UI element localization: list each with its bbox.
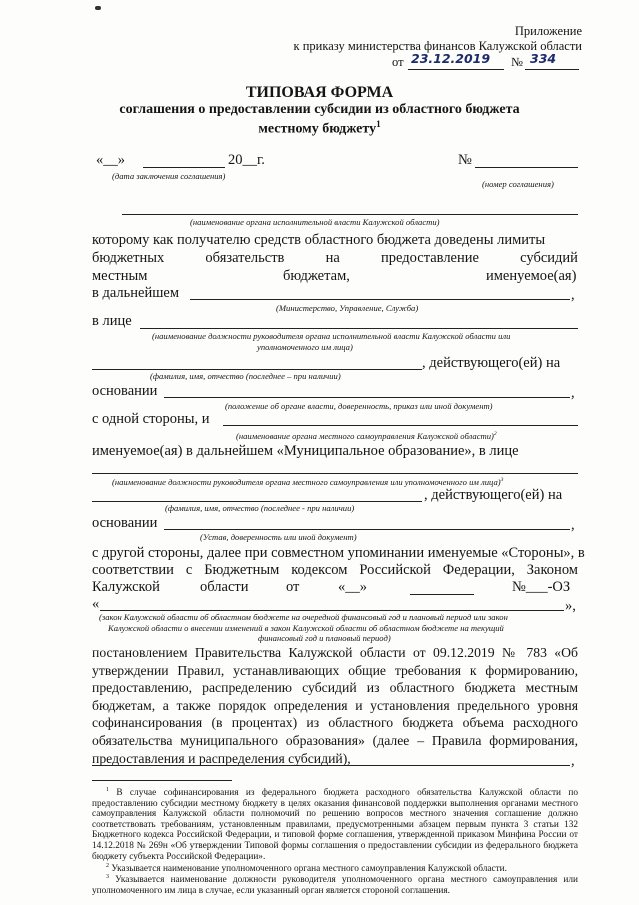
agreement-date-label: (дата заключения соглашения)	[112, 171, 226, 181]
header-order: к приказу министерства финансов Калужской области	[293, 39, 582, 53]
agreement-number-sign: №	[458, 152, 472, 168]
text-in-person: в лице	[92, 313, 132, 329]
head-position-label-1: (наименование должности руководителя органа исполнительной власти Калужской области или	[152, 331, 511, 341]
law-label-1: (закон Калужской области об областном бюджете на очередной финансовый год и плановый период или закон	[99, 612, 508, 622]
text-basis-1: основании	[92, 383, 158, 399]
ministry-line	[190, 299, 570, 300]
ministry-label: (Министерство, Управление, Служба)	[276, 303, 419, 313]
text-law-number: №___-ОЗ	[512, 579, 571, 595]
charter-label: (Устав, доверенность или иной документ)	[200, 532, 357, 542]
text-other-side: с другой стороны, далее при совместном упоминании именуемые «Стороны», в	[92, 545, 585, 561]
fio-label-2: (фамилия, имя, отчество (последнее - при наличии)	[165, 503, 355, 513]
text-law-date-day: «__»	[338, 579, 367, 595]
text-oblast: области	[200, 579, 249, 595]
text-acting-1: , действующего(ей) на	[422, 355, 561, 371]
header-number-handwritten: 334	[530, 51, 557, 66]
title-subtitle-1: соглашения о предоставлении субсидии из областного бюджета	[119, 102, 520, 117]
text-local-budgets-a: местным	[92, 268, 148, 284]
fio-label: (фамилия, имя, отчество (последнее – при наличии)	[150, 371, 341, 381]
text-ot: от	[286, 579, 300, 595]
agreement-number-label: (номер соглашения)	[482, 179, 554, 189]
local-head-label: (наименование должности руководителя органа местного самоуправления или уполномоченного им лица)$^3$	[112, 476, 504, 487]
law-label-2: Калужской области о внесении изменений в закон Калужской области об областном бюджете на текущий	[108, 623, 504, 633]
basis-doc-line	[164, 397, 570, 398]
title-main: ТИПОВАЯ ФОРМА	[245, 84, 394, 101]
footnote-1: $^1$ В случае софинансирования из федерального бюджета расходного обязательства Калужской области по предоставлению субсидии местному бюджету в целях оказания финансовой поддержки выполнения органами местного самоуправления Калужской области полномочий по решению вопросов местного значения соглашение должно соответствовать требованиям, установленным правилами, предусмотренными абзацем первым пункта 3 статьи 132 Бюджетного кодекса Российской Федерации, и типовой форме соглашения, утвержденной приказом Минфина России от 14.12.2018 № 269н «Об утверждении Типовой формы соглашения о предоставлении субсидии из федерального бюджета бюджету субъекта Российской Федерации».	[92, 787, 578, 862]
text-basis-2: основании	[92, 515, 158, 531]
authority-label: (наименование органа исполнительной власти Калужской области)	[190, 217, 440, 227]
charter-comma: ,	[571, 517, 575, 533]
ministry-comma: ,	[571, 287, 575, 303]
text-acting-2: , действующего(ей) на	[424, 487, 563, 503]
text-recipient: которому как получателю средств областного бюджета доведены лимиты	[92, 232, 546, 248]
text-hereinafter: в дальнейшем	[92, 285, 179, 301]
title-footnote-mark: 1	[376, 119, 381, 129]
text-budget-obligations: бюджетных обязательств на предоставление субсидий	[92, 250, 578, 266]
scan-mark	[95, 6, 101, 10]
law-label-3: финансовый год и плановый период)	[258, 633, 391, 643]
local-authority-label: (наименование органа местного самоуправления Калужской области)$^2$	[236, 430, 497, 441]
local-head-line	[92, 473, 578, 474]
header-date-handwritten: 23.12.2019	[411, 51, 491, 66]
closing-line	[92, 765, 570, 766]
law-title-line	[100, 610, 564, 611]
text-in-accordance: соответствии с Бюджетным кодексом Российской Федерации, Законом	[92, 562, 578, 578]
head-position-label-2: уполномоченного им лица)	[257, 342, 353, 352]
authority-line	[122, 214, 578, 215]
text-kaluga: Калужской	[92, 579, 160, 595]
header-number-line	[525, 69, 579, 70]
header-from-prefix: от	[392, 55, 404, 69]
main-paragraph: постановлением Правительства Калужской области от 09.12.2019 № 783 «Об утверждении Правил, устанавливающих общие требования к формированию, предоставлению, распределению субсидий из областного бюджета местным бюджетам, а также порядок определения и установления предельного уровня софинансирования (в процентах) из областного бюджета объема расходного обязательства муниципального образования» (далее – Правила формирования, предоставления и распределения субсидий),	[92, 645, 578, 766]
closing-comma: ,	[571, 753, 575, 769]
header-appendix: Приложение	[514, 24, 582, 38]
local-authority-line	[223, 425, 578, 426]
header-date-line	[408, 69, 504, 70]
agreement-day: «__»	[96, 152, 125, 168]
text-open-quote: «	[92, 596, 100, 612]
basis-doc-label: (положение об органе власти, доверенность, приказ или иной документ)	[225, 401, 493, 411]
text-close-quote: »,	[565, 598, 576, 614]
agreement-month-line	[143, 167, 225, 168]
agreement-year: 20__г.	[228, 152, 265, 168]
fio-line	[92, 369, 422, 370]
fio-line-2	[92, 501, 422, 502]
footnote-2: $^2$ Указывается наименование уполномоченного органа местного самоуправления Калужской области.	[106, 863, 507, 875]
head-position-line	[140, 328, 578, 329]
text-local-budgets-c: именуемое(ая)	[486, 268, 577, 284]
charter-line	[164, 529, 570, 530]
text-side-one: с одной стороны, и	[92, 411, 210, 427]
text-named-municipality: именуемое(ая) в дальнейшем «Муниципальное образование», в лице	[92, 443, 519, 459]
footnote-separator	[92, 780, 232, 781]
law-date-month-line	[410, 594, 474, 595]
text-local-budgets-b: бюджетам,	[283, 268, 350, 284]
header-num-prefix: №	[511, 55, 523, 69]
basis-comma: ,	[571, 385, 575, 401]
agreement-number-line	[475, 167, 578, 168]
footnote-3: $^3$ Указывается наименование должности руководителя уполномоченного органа местного самоуправления или уполномоченного им лица в случае, если указанный орган является стороной соглашения.	[92, 874, 578, 896]
title-subtitle-2: местному бюджету$^1$	[258, 119, 381, 137]
